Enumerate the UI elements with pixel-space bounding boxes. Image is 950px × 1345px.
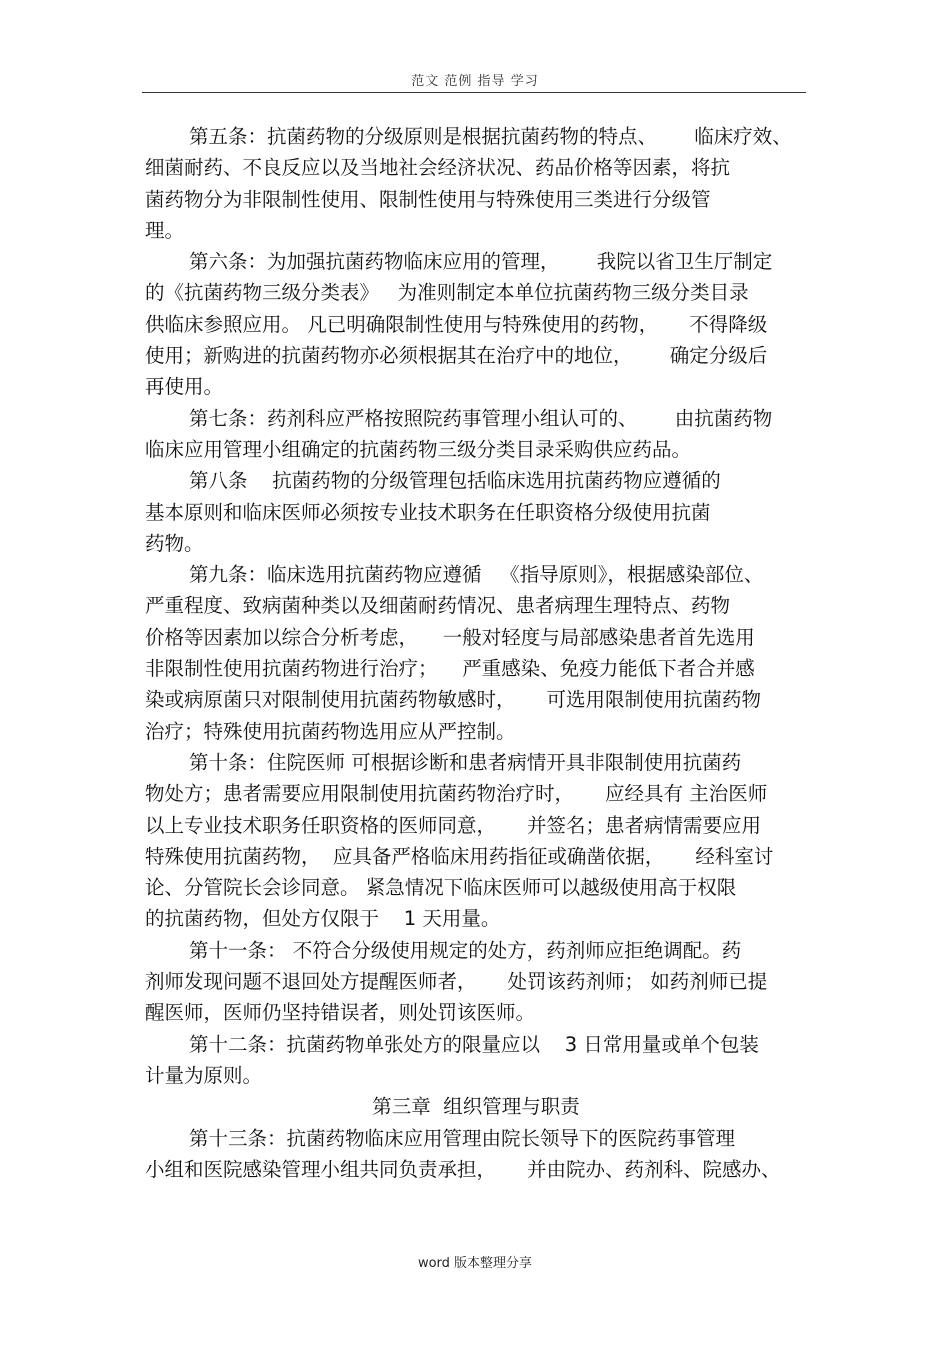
text-line: 物处方；患者需要应用限制使用抗菌药物治疗时， 应经具有 主治医师 — [145, 782, 768, 806]
text-line: 菌药物分为非限制性使用、限制性使用与特殊使用三类进行分级管 — [145, 187, 711, 211]
text-line: 再使用。 — [145, 375, 224, 399]
text-line: 剂师发现问题不退回处方提醒医师者， 处罚该药剂师； 如药剂师已提 — [145, 970, 768, 994]
text-line: 第九条：临床选用抗菌药物应遵循 《指导原则》，根据感染部位、 — [189, 563, 764, 587]
text-line: 治疗；特殊使用抗菌药物选用应从严控制。 — [145, 719, 516, 743]
text-line: 计量为原则。 — [145, 1063, 263, 1087]
text-line: 第八条 抗菌药物的分级管理包括临床选用抗菌药物应遵循的 — [189, 469, 721, 493]
page-header: 范文 范例 指导 学习 — [411, 74, 539, 89]
text-line: 论、分管院长会诊同意。 紧急情况下临床医师可以越级使用高于权限 — [145, 876, 737, 900]
page-footer: word 版本整理分享 — [417, 1256, 533, 1271]
chapter-heading: 第三章 组织管理与职责 — [372, 1095, 580, 1119]
text-line: 的《抗菌药物三级分类表》 为准则制定本单位抗菌药物三级分类目录 — [145, 281, 749, 305]
text-line: 第六条：为加强抗菌药物临床应用的管理， 我院以省卫生厅制定 — [189, 250, 773, 274]
text-line: 第十三条：抗菌药物临床应用管理由院长领导下的医院药事管理 — [189, 1126, 736, 1150]
text-line: 细菌耐药、不良反应以及当地社会经济状况、药品价格等因素，将抗 — [145, 156, 731, 180]
text-line: 醒医师，医师仍坚持错误者，则处罚该医师。 — [145, 1001, 536, 1025]
text-line: 理。 — [145, 218, 185, 242]
text-line: 价格等因素加以综合分析考虑， 一般对轻度与局部感染患者首先选用 — [145, 625, 755, 649]
text-line: 小组和医院感染管理小组共同负责承担， 并由院办、药剂科、院感办、 — [145, 1157, 781, 1181]
text-line: 第十一条： 不符合分级使用规定的处方，药剂师应拒绝调配。药 — [189, 938, 742, 962]
text-line: 基本原则和临床医师必须按专业技术职务在任职资格分级使用抗菌 — [145, 500, 711, 524]
header-divider — [142, 92, 806, 93]
document-body — [145, 121, 807, 1185]
text-line: 临床应用管理小组确定的抗菌药物三级分类目录采购供应药品。 — [145, 437, 692, 461]
text-line: 严重程度、致病菌种类以及细菌耐药情况、患者病理生理特点、药物 — [145, 594, 731, 618]
text-line: 第十二条：抗菌药物单张处方的限量应以 3 日常用量或单个包装 — [189, 1032, 759, 1056]
text-line: 第七条：药剂科应严格按照院药事管理小组认可的、 由抗菌药物 — [189, 406, 773, 430]
text-line: 非限制性使用抗菌药物进行治疗； 严重感染、免疫力能低下者合并感 — [145, 657, 755, 681]
text-line: 以上专业技术职务任职资格的医师同意， 并签名；患者病情需要应用 — [145, 813, 761, 837]
text-line: 使用；新购进的抗菌药物亦必须根据其在治疗中的地位， 确定分级后 — [145, 344, 768, 368]
text-line: 第十条：住院医师 可根据诊断和患者病情开具非限制使用抗菌药 — [189, 750, 742, 774]
text-line: 染或病原菌只对限制使用抗菌药物敏感时， 可选用限制使用抗菌药物 — [145, 688, 761, 712]
text-line: 特殊使用抗菌药物， 应具备严格临床用药指征或确凿依据， 经科室讨 — [145, 844, 774, 868]
text-line: 第五条：抗菌药物的分级原则是根据抗菌药物的特点、 临床疗效、 — [189, 125, 792, 148]
text-line: 的抗菌药物，但处方仅限于 1 天用量。 — [145, 907, 501, 931]
text-line: 供临床参照应用。 凡已明确限制性使用与特殊使用的药物， 不得降级 — [145, 312, 768, 336]
text-line: 药物。 — [145, 531, 204, 555]
